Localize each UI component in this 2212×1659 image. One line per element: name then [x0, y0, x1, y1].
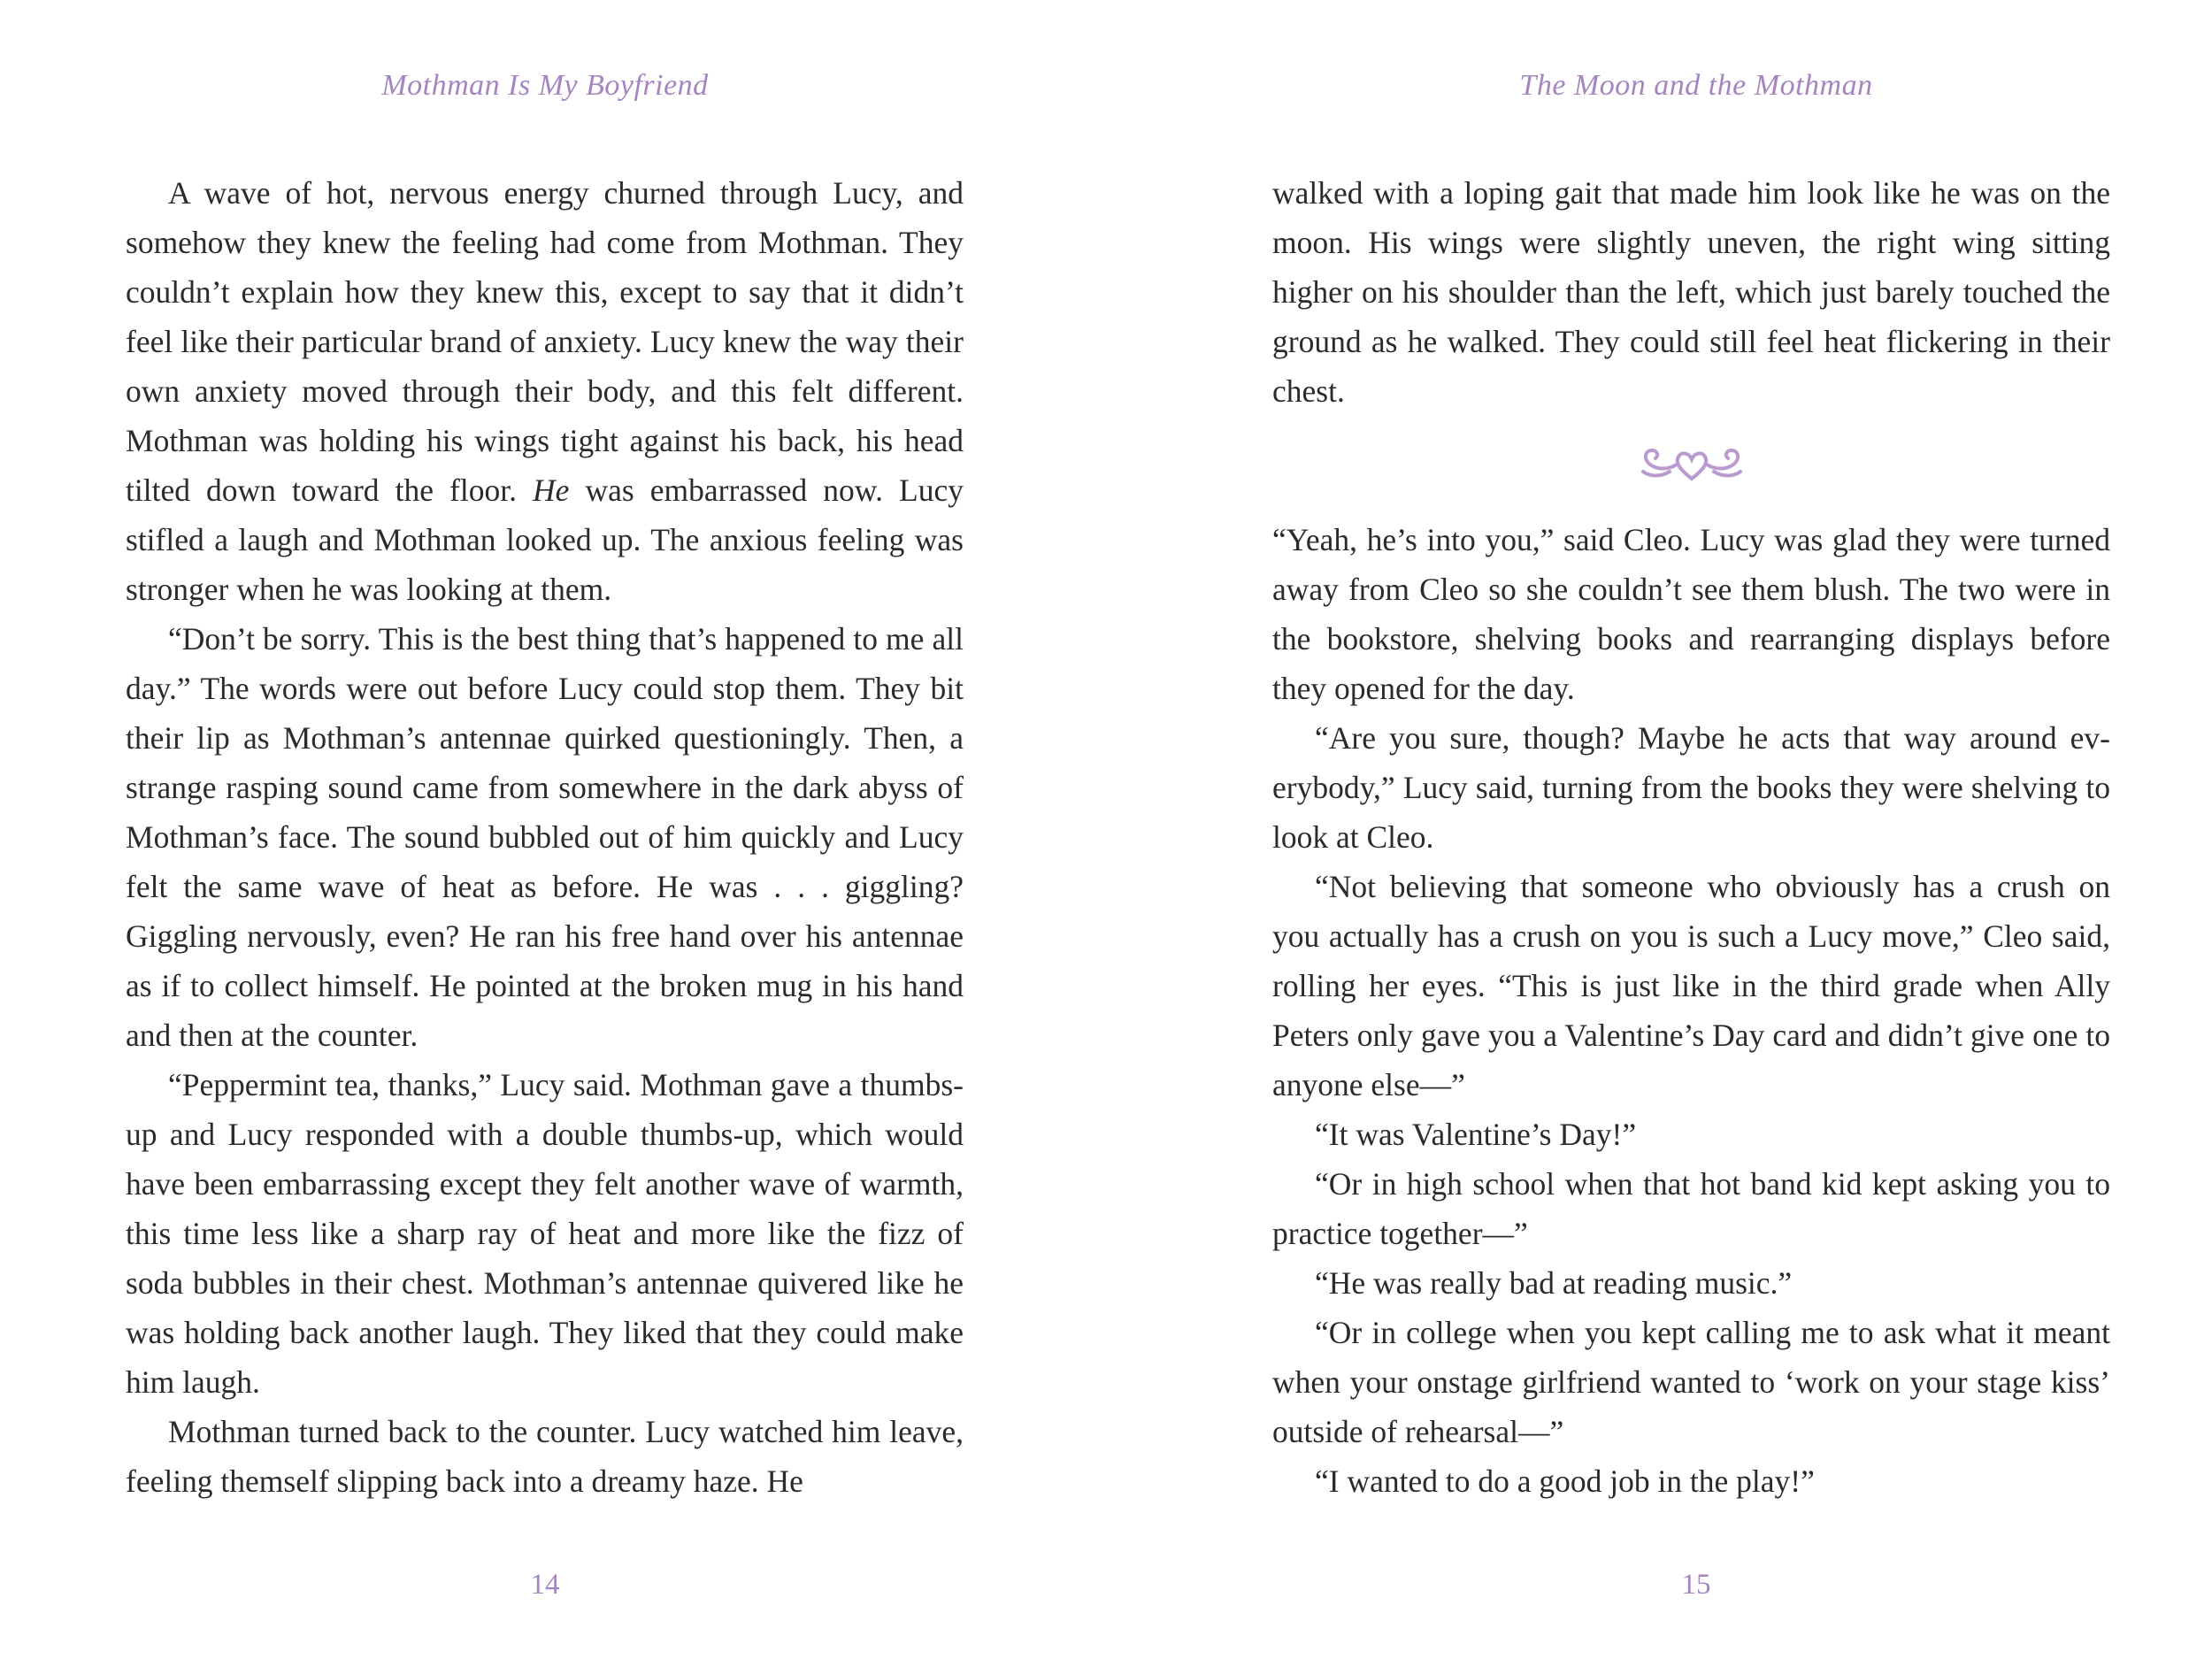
emphasis-text: He [533, 472, 570, 508]
paragraph: Mothman turned back to the counter. Lucy watched him leave, feeling themself slipping back into a dreamy haze. He [126, 1414, 964, 1499]
paragraph: “Not believing that someone who obviously has a crush on you actually has a crush on you is such a Lucy move,” Cleo said, rolling her eyes. “This is just like in the third grade when Ally Peters only gave you a Valentine’s Day card and didn’t give one to anyone else—” [1272, 869, 2110, 1102]
heart-scroll-ornament-icon [1272, 416, 2110, 515]
paragraph: “I wanted to do a good job in the play!” [1315, 1463, 1815, 1499]
paragraph-text: A wave of hot, nervous energy churned through Lucy, and somehow they knew the feeling had come from Mothman. They couldn’t explain how they knew this, except to say that it didn’t feel like their particular brand of anxiety. Lucy knew the way their own anxiety moved through their body, and this felt different. Mothman was holding his wings tight against his back, his head tilted down toward the floor. [126, 175, 964, 508]
page-number-right: 15 [1681, 1569, 1711, 1601]
running-head-right: The Moon and the Mothman [1519, 69, 1873, 102]
continued-paragraph: walked with a loping gait that made him look like he was on the moon. His wings were slightly uneven, the right wing sitting higher on his shoulder than the left, which just barely touched the ground as he walked. They could still feel heat flickering in their chest. [1272, 175, 2110, 409]
paragraph [126, 168, 964, 614]
paragraph-text: was embarrassed now. Lucy stifled a laugh and Mothman looked up. The anxious feeling was stronger when he was looking at them. [126, 472, 964, 607]
right-page [1106, 0, 2212, 1659]
paragraph: “Don’t be sorry. This is the best thing that’s happened to me all day.” The words were out before Lucy could stop them. They bit their lip as Mothman’s antennae quirked questioningly. Then, a strange rasping sound came from somewhere in the dark abyss of Mothman’s face. The sound bubbled out of him quickly and Lucy felt the same wave of heat as before. He was . . . giggling? Giggling nervously, even? He ran his free hand over his antennae as if to collect himself. He pointed at the broken mug in his hand and then at the counter. [126, 621, 964, 1053]
running-head-left: Mothman Is My Boyfriend [381, 69, 709, 102]
paragraph: “Are you sure, though? Maybe he acts that way around everybody,” Lucy said, turning from the books they were shelving to look at Cleo. [1272, 720, 2110, 855]
paragraph: “Or in high school when that hot band kid kept asking you to practice together—” [1272, 1166, 2110, 1251]
right-text-block [1272, 168, 2110, 1506]
paragraph: “Yeah, he’s into you,” said Cleo. Lucy was glad they were turned away from Cleo so she couldn’t see them blush. The two were in the bookstore, shelving books and rearranging displays before they opened for the day. [1272, 522, 2110, 706]
page-number-left: 14 [530, 1569, 560, 1601]
paragraph: “It was Valentine’s Day!” [1315, 1117, 1637, 1152]
paragraph: “Or in college when you kept calling me to ask what it meant when your onstage girlfriend wanted to ‘work on your stage kiss’ outside of rehearsal—” [1272, 1315, 2110, 1449]
paragraph: “Peppermint tea, thanks,” Lucy said. Mothman gave a thumbs-up and Lucy responded with a double thumbs-up, which would have been embarrassing except they felt another wave of warmth, this time less like a sharp ray of heat and more like the fizz of soda bubbles in their chest. Mothman’s antennae quivered like he was holding back another laugh. They liked that they could make him laugh. [126, 1067, 964, 1400]
paragraph: “He was really bad at reading music.” [1315, 1265, 1793, 1301]
left-text-block [126, 168, 964, 1506]
